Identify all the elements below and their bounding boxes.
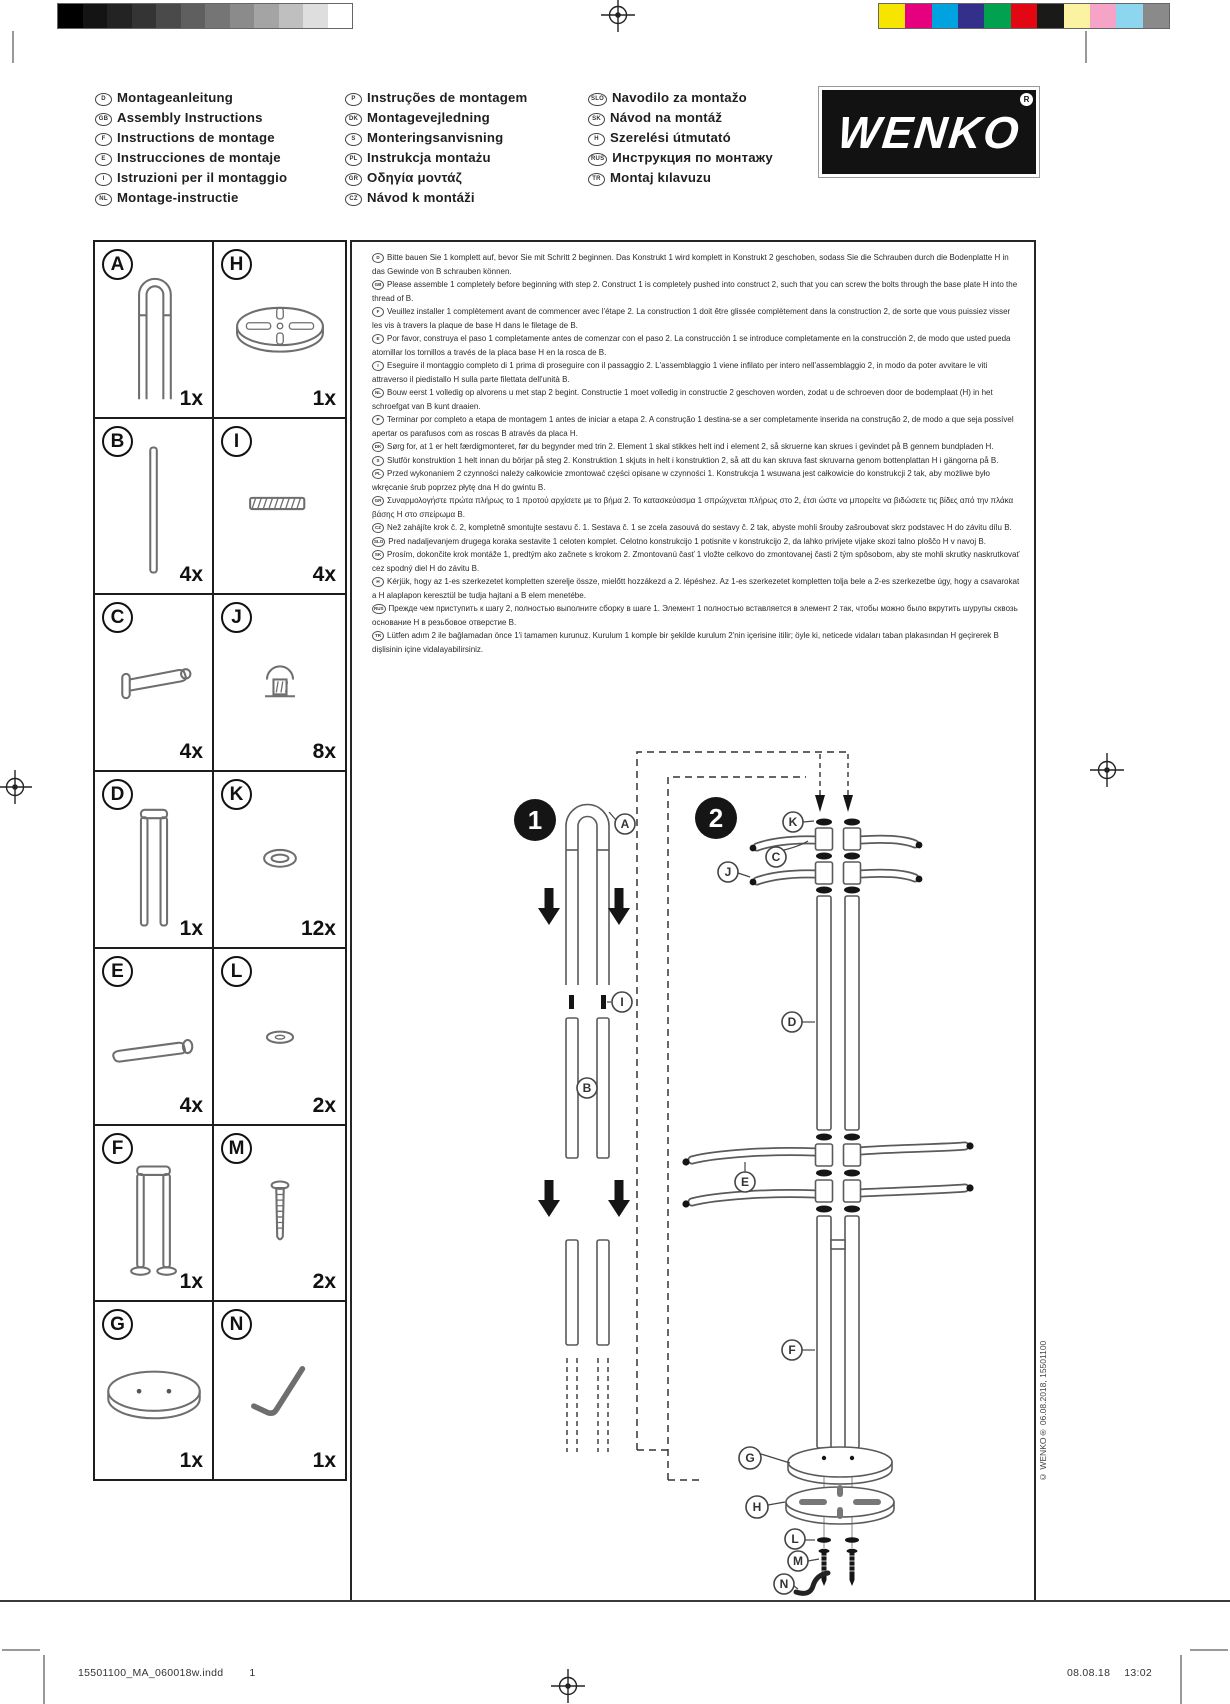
language-title: P Instruções de montagem xyxy=(345,88,528,108)
registration-mark-icon xyxy=(551,1669,585,1703)
color-swatch xyxy=(1090,4,1116,28)
language-code-badge: CZ xyxy=(345,193,362,206)
language-title: TR Montaj kılavuzu xyxy=(588,168,773,188)
registration-mark-icon xyxy=(1090,753,1124,787)
diagram-label-d: D xyxy=(787,1015,797,1029)
diagram-label-g: G xyxy=(745,1451,755,1465)
language-code-badge: SLO xyxy=(372,537,385,547)
color-swatch xyxy=(1037,4,1063,28)
diagram-label-m: M xyxy=(793,1554,803,1568)
diagram-label-n: N xyxy=(779,1577,789,1591)
instruction-text: Kérjük, hogy az 1-es szerkezetet kompletten szerelje össze, mielőtt hozzákezd a 2. lépéshez. Az 1-es szerkezetet kompletten tolja bele a 2-es szerkezetbe úgy, hogy a csavarokat a H alaplapon keresztül be tudja hajtani a B elem menetébe. xyxy=(372,577,1020,600)
part-letter-badge: I xyxy=(221,426,252,457)
part-quantity: 4x xyxy=(312,563,336,587)
instruction-text: Συναρμολογήστε πρώτα πλήρως το 1 προτού αρχίσετε με το βήμα 2. Το κατασκεύασμα 1 σπρώχνεται πλήρως στο 2, έτσι ώστε να μπορείτε να βιδώσετε τις βίδες από την πλάκα βάσης H στο σπείρωμα B. xyxy=(372,496,1014,519)
language-title: GB Assembly Instructions xyxy=(95,108,287,128)
part-cell-j xyxy=(214,595,345,772)
language-code-badge: NL xyxy=(372,388,384,398)
gray-swatch xyxy=(156,4,181,28)
color-swatch xyxy=(1143,4,1169,28)
part-c-hook-drawing xyxy=(98,616,210,756)
part-letter-badge: M xyxy=(221,1133,252,1164)
assembly-diagram xyxy=(350,240,1036,1602)
language-title-column-2 xyxy=(345,88,528,208)
language-code-badge: SLO xyxy=(588,93,607,106)
language-title: E Instrucciones de montaje xyxy=(95,148,287,168)
crop-mark xyxy=(2,1649,40,1651)
part-letter-badge: J xyxy=(221,602,252,633)
language-title: DK Montagevejledning xyxy=(345,108,528,128)
part-d-double-rod-drawing xyxy=(98,788,210,938)
part-quantity: 1x xyxy=(179,1270,203,1294)
language-title-column-1 xyxy=(95,88,287,208)
language-code-badge: D xyxy=(372,253,384,263)
language-code-badge: SK xyxy=(372,550,384,560)
document-filename: 15501100_MA_060018w.indd xyxy=(78,1667,224,1679)
part-h-base-plate-drawing xyxy=(220,263,340,403)
gray-swatch xyxy=(181,4,206,28)
part-quantity: 1x xyxy=(179,916,203,940)
registered-trademark-icon: R xyxy=(1019,92,1034,107)
step-1-number: 1 xyxy=(527,805,543,835)
language-code-badge: DK xyxy=(372,442,384,452)
color-swatch xyxy=(905,4,931,28)
language-code-badge: P xyxy=(372,415,384,425)
language-title: SLO Navodilo za montažo xyxy=(588,88,773,108)
screw-m xyxy=(819,1549,858,1586)
language-title: S Monteringsanvisning xyxy=(345,128,528,148)
part-m-screw-drawing xyxy=(220,1146,340,1286)
part-quantity: 2x xyxy=(312,1093,336,1117)
language-code-badge: SK xyxy=(588,113,605,126)
part-letter-badge: K xyxy=(221,779,252,810)
language-title: NL Montage-instructie xyxy=(95,188,287,208)
part-cell-g xyxy=(95,1302,214,1479)
diagram-label-f: F xyxy=(788,1343,796,1357)
language-code-badge: D xyxy=(95,93,112,106)
diagram-label-c: C xyxy=(771,850,781,864)
footer-timestamp xyxy=(950,1667,1152,1679)
gray-swatch xyxy=(205,4,230,28)
part-i-threaded-stud-drawing xyxy=(220,440,340,580)
part-n-allen-key-drawing xyxy=(220,1324,340,1464)
part-letter-badge: H xyxy=(221,249,252,280)
gray-swatch xyxy=(303,4,328,28)
part-letter-badge: B xyxy=(102,426,133,457)
language-code-badge: PL xyxy=(372,469,384,479)
language-code-badge: GR xyxy=(372,496,384,506)
language-title: RUS Инструкция по монтажу xyxy=(588,148,773,168)
language-code-badge: F xyxy=(372,307,384,317)
instruction-text: Prosím, dokončite krok montáže 1, predtým ako začnete s krokom 2. Zmontovanú časť 1 vložte celkovo do zmontovanej časti 2 tým spôsobom, aby ste mohli skrutky naskrutkovať cez spodný diel H do závitu B. xyxy=(372,550,1020,573)
instruction-text: Veuillez installer 1 complètement avant de commencer avec l'étape 2. La construction 1 doit être glissée complètement dans la construction 2, de sorte que vous puissiez visser les vis à travers la plaque de base H dans le filetage de B. xyxy=(372,307,1011,330)
pole-1 xyxy=(816,819,833,1449)
color-swatch xyxy=(1116,4,1142,28)
diagram-label-i: I xyxy=(620,995,624,1009)
part-quantity: 2x xyxy=(312,1270,336,1294)
part-j-hook-holder-drawing xyxy=(220,616,340,756)
color-calibration-strip xyxy=(878,3,1170,29)
part-quantity: 1x xyxy=(312,1448,336,1472)
diagram-label-l: L xyxy=(791,1532,799,1546)
part-letter-badge: L xyxy=(221,956,252,987)
part-letter-badge: N xyxy=(221,1309,252,1340)
print-time: 13:02 xyxy=(1124,1667,1152,1679)
language-code-badge: TR xyxy=(372,631,384,641)
part-quantity: 12x xyxy=(300,916,336,940)
language-code-badge: H xyxy=(588,133,605,146)
language-code-badge: S xyxy=(345,133,362,146)
part-letter-badge: A xyxy=(102,249,133,280)
language-code-badge: NL xyxy=(95,193,112,206)
gray-swatch xyxy=(58,4,83,28)
pole-2 xyxy=(844,819,861,1449)
language-title-column-3 xyxy=(588,88,773,188)
part-b-rod-drawing xyxy=(98,435,210,585)
page-number: 1 xyxy=(249,1667,256,1679)
step-2-number: 2 xyxy=(708,803,724,833)
diagram-label-e: E xyxy=(740,1175,750,1189)
language-code-badge: F xyxy=(95,133,112,146)
gray-swatch xyxy=(107,4,132,28)
color-swatch xyxy=(879,4,905,28)
color-swatch xyxy=(1011,4,1037,28)
instruction-text: Slutför konstruktion 1 helt innan du börjar på steg 2. Konstruktion 1 skjuts in helt i konstruktion 2, så att du kan skruva fast skruvarna genom bottenplattan H i gängorna på B. xyxy=(387,455,999,465)
part-quantity: 4x xyxy=(179,563,203,587)
crop-mark xyxy=(1190,1649,1228,1651)
part-letter-badge: D xyxy=(102,779,133,810)
vertical-copyright-note: © WENKO® 06.08.2018, 15501100 xyxy=(1038,1340,1048,1482)
language-code-badge: PL xyxy=(345,153,362,166)
part-letter-badge: F xyxy=(102,1133,133,1164)
instruction-text: Sørg for, at 1 er helt færdigmonteret, før du begynder med trin 2. Element 1 skal stikkes helt ind i element 2, så skruerne kan skrues i gevindet på B gennem bundpladen H. xyxy=(387,442,994,451)
part-cell-c xyxy=(95,595,214,772)
diagram-label-j: J xyxy=(724,865,732,879)
gray-swatch xyxy=(230,4,255,28)
part-letter-badge: E xyxy=(102,956,133,987)
language-title: I Istruzioni per il montaggio xyxy=(95,168,287,188)
language-code-badge: CZ xyxy=(372,523,384,533)
gray-swatch xyxy=(132,4,157,28)
gray-swatch xyxy=(254,4,279,28)
part-k-ring-drawing xyxy=(220,793,340,933)
language-code-badge: GB xyxy=(372,280,384,290)
language-title: SK Návod na montáž xyxy=(588,108,773,128)
part-cell-k xyxy=(214,772,345,949)
part-cell-f xyxy=(95,1126,214,1303)
part-letter-badge: C xyxy=(102,602,133,633)
instruction-text: Terminar por completo a etapa de montagem 1 antes de iniciar a etapa 2. A construção 1 destina-se a ser completamente inserida na construção 2, de modo a que seja possível apertar os parafusos com as roscas B através da placa H. xyxy=(372,415,1014,438)
instruction-text: Než zahájíte krok č. 2, kompletně smontujte sestavu č. 1. Sestava č. 1 se zcela zasouvá do sestavy č. 2 tak, abyste mohli šrouby zašroubovat skrz podstavec H do závitu dílu B. xyxy=(387,523,1012,532)
part-cell-b xyxy=(95,419,214,596)
instruction-text: Please assemble 1 completely before beginning with step 2. Construct 1 is completely pushed into construct 2, such that you can screw the bolts through the base plate H into the thread of B. xyxy=(372,280,1018,303)
part-cell-m xyxy=(214,1126,345,1303)
color-swatch xyxy=(1064,4,1090,28)
footer-file-info xyxy=(78,1667,256,1679)
registration-mark-icon xyxy=(601,0,635,32)
part-g-base-disc-drawing xyxy=(96,1324,212,1464)
instruction-text: Bitte bauen Sie 1 komplett auf, bevor Sie mit Schritt 2 beginnen. Das Konstrukt 1 wird komplett in Konstrukt 2 geschoben, sodass Sie die Schrauben durch die Bodenplatte H in das Gewinde von B schrauben können. xyxy=(372,253,1009,276)
part-quantity: 8x xyxy=(312,740,336,764)
part-cell-h xyxy=(214,242,345,419)
language-code-badge: I xyxy=(95,173,112,186)
part-e-arm-drawing xyxy=(98,970,210,1110)
wenko-logo-box xyxy=(822,90,1036,174)
crop-mark xyxy=(12,31,14,63)
language-code-badge: E xyxy=(372,334,384,344)
crop-mark xyxy=(43,1655,45,1704)
page-trim-line xyxy=(0,1600,1230,1602)
part-f-leg-frame-drawing xyxy=(98,1141,210,1291)
part-quantity: 1x xyxy=(312,386,336,410)
part-quantity: 1x xyxy=(179,386,203,410)
grayscale-calibration-strip xyxy=(57,3,353,29)
part-cell-l xyxy=(214,949,345,1126)
part-quantity: 4x xyxy=(179,740,203,764)
language-code-badge: H xyxy=(372,577,384,587)
crop-mark xyxy=(1085,31,1087,63)
language-title: PL Instrukcja montażu xyxy=(345,148,528,168)
language-code-badge: GR xyxy=(345,173,362,186)
gray-swatch xyxy=(328,4,353,28)
diagram-label-h: H xyxy=(752,1500,762,1514)
instruction-text: Прежде чем приступить к шагу 2, полностью выполните сборку в шаге 1. Элемент 1 полностью вставляется в элемент 2 так, чтобы можно было вкрутить шурупы сквозь основание H в резьбовое отверстие B. xyxy=(372,604,1018,627)
language-code-badge: DK xyxy=(345,113,362,126)
part-cell-e xyxy=(95,949,214,1126)
wenko-logo xyxy=(818,86,1040,178)
language-title: D Montageanleitung xyxy=(95,88,287,108)
language-code-badge: TR xyxy=(588,173,605,186)
language-code-badge: GB xyxy=(95,113,112,126)
instruction-text: Bouw eerst 1 volledig op alvorens u met stap 2 begint. Constructie 1 moet volledig in constructie 2 geschoven worden, zodat u de schroeven door de bodemplaat (H) in het schroefgat van B kunt draaien. xyxy=(372,388,993,411)
gray-swatch xyxy=(279,4,304,28)
language-code-badge: E xyxy=(95,153,112,166)
part-cell-i xyxy=(214,419,345,596)
language-code-badge: P xyxy=(345,93,362,106)
language-code-badge: RUS xyxy=(372,604,386,614)
part-quantity: 4x xyxy=(179,1093,203,1117)
instruction-text: Przed wykonaniem 2 czynności należy całkowicie zmontować części opisane w czynności 1. Konstrukcja 1 wsuwana jest całkowicie do konstrukcji 2 tak, aby możliwe było wkręcanie śrub poprzez płytę dna H do gwintu B. xyxy=(372,469,990,492)
language-code-badge: I xyxy=(372,361,384,371)
down-arrow-icon xyxy=(538,1180,630,1217)
language-code-badge: RUS xyxy=(588,153,607,166)
part-letter-badge: G xyxy=(102,1309,133,1340)
color-swatch xyxy=(984,4,1010,28)
language-title: GR Οδηγία μοντάζ xyxy=(345,168,528,188)
language-title: H Szerelési útmutató xyxy=(588,128,773,148)
part-cell-d xyxy=(95,772,214,949)
language-title: CZ Návod k montáži xyxy=(345,188,528,208)
language-code-badge: S xyxy=(372,456,384,466)
language-title: F Instructions de montage xyxy=(95,128,287,148)
instruction-text: Pred nadaljevanjem drugega koraka sestavite 1 celoten komplet. Celotno konstrukcijo 1 potisnite v konstrukcijo 2, da lahko privijete vijake skozi talno ploščo H v navoj B. xyxy=(388,536,986,546)
instruction-text: Lütfen adım 2 ile bağlamadan önce 1'i tamamen kurunuz. Kurulum 1 komple bir şekilde kurulum 2'nin içerisine itilir; öyle ki, neticede vidaları taban plakasından H geçirerek B dişlisinin içine vidalayabilirsiniz. xyxy=(372,631,999,654)
color-swatch xyxy=(932,4,958,28)
part-cell-a xyxy=(95,242,214,419)
part-cell-n xyxy=(214,1302,345,1479)
instruction-text: Por favor, construya el paso 1 completamente antes de comenzar con el paso 2. La construcción 1 se introduce completamente en la construcción 2, de modo que usted pueda atornillar los tornillos a través de la placa base H en la rosca de B. xyxy=(372,334,1011,357)
color-swatch xyxy=(958,4,984,28)
print-date: 08.08.18 xyxy=(1066,1667,1111,1679)
gray-swatch xyxy=(83,4,108,28)
part-quantity: 1x xyxy=(179,1448,203,1472)
part-l-washer-drawing xyxy=(220,970,340,1110)
parts-list-grid xyxy=(93,240,347,1481)
registration-mark-icon xyxy=(0,770,32,804)
diagram-label-b: B xyxy=(582,1081,592,1095)
part-a-u-tube-drawing xyxy=(98,258,210,408)
diagram-label-a: A xyxy=(620,817,630,831)
crop-mark xyxy=(1180,1655,1182,1704)
diagram-label-k: K xyxy=(788,815,798,829)
wenko-logo-text: WENKO xyxy=(835,106,1023,158)
instruction-text: Eseguire il montaggio completo di 1 prima di proseguire con il passaggio 2. L'assemblaggio 1 viene infilato per intero nell'assemblaggio 2, in modo da poter avvitare le viti attraverso il piedistallo H sulla parte filettata dell'unità B. xyxy=(372,361,988,384)
